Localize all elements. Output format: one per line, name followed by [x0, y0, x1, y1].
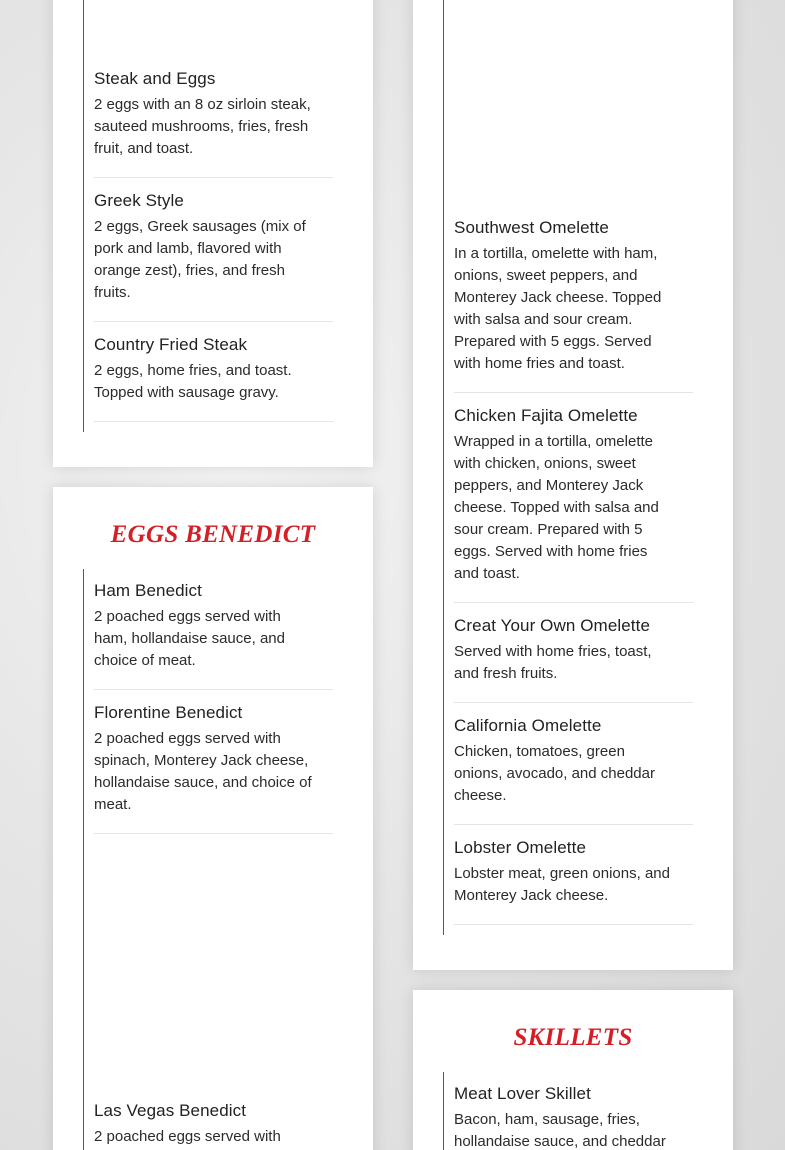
menu-item-greek-style — [94, 190, 333, 322]
menu-item-southwest-omelette — [454, 217, 693, 393]
menu-item-title: California Omelette — [454, 716, 602, 735]
menu-item-list — [443, 0, 670, 935]
menu-item-description: Lobster meat, green onions, and Monterey Jack cheese. — [454, 865, 670, 904]
menu-item-description: 2 eggs, Greek sausages (mix of pork and lamb, flavored with orange zest), fries, and fresh fruits. — [94, 218, 306, 301]
menu-item-list — [83, 569, 312, 1150]
section-heading: EGGS BENEDICT — [110, 521, 316, 548]
menu-item-description: 2 poached eggs served with — [94, 1128, 281, 1145]
menu-item-title: Southwest Omelette — [454, 218, 609, 237]
menu-item-country-fried-steak — [94, 334, 333, 422]
menu-item-florentine-benedict — [94, 702, 333, 834]
menu-item-title: Meat Lover Skillet — [454, 1084, 591, 1103]
menu-card-eggs-benedict — [53, 487, 373, 1150]
menu-item-ham-benedict — [94, 580, 333, 690]
menu-item-title: Country Fried Steak — [94, 335, 248, 354]
menu-item-las-vegas-benedict — [94, 1100, 333, 1150]
menu-item-meat-lover-skillet — [454, 1083, 693, 1150]
menu-item-list — [83, 0, 311, 432]
menu-item-description: Served with home fries, toast, and fresh fruits. — [454, 643, 652, 682]
menu-item-list — [443, 1072, 666, 1150]
menu-item-description: Wrapped in a tortilla, omelette with chicken, onions, sweet peppers, and Monterey Jack cheese. Topped with salsa and sour cream. Prepared with 5 eggs. Served with home fries and toast. — [454, 433, 659, 582]
menu-item-title: Greek Style — [94, 191, 184, 210]
menu-item-description: In a tortilla, omelette with ham, onions, sweet peppers, and Monterey Jack cheese. Topped with salsa and sour cream. Prepared with 5 eggs. Served with home fries and toast. — [454, 245, 662, 372]
section-heading: SKILLETS — [513, 1024, 633, 1051]
menu-item-create-your-own-omelette — [454, 615, 693, 703]
menu-item-description: Chicken, tomatoes, green onions, avocado, and cheddar cheese. — [454, 743, 655, 804]
menu-item-description: 2 poached eggs served with ham, hollandaise sauce, and choice of meat. — [94, 608, 285, 669]
menu-item-lobster-omelette — [454, 837, 693, 925]
menu-item-title: Florentine Benedict — [94, 703, 243, 722]
menu-item-steak-and-eggs — [94, 68, 333, 178]
menu-item-description: 2 poached eggs served with spinach, Monterey Jack cheese, hollandaise sauce, and choice of meat. — [94, 730, 312, 813]
menu-item-title: Lobster Omelette — [454, 838, 586, 857]
menu-item-title: Creat Your Own Omelette — [454, 616, 651, 635]
menu-item-title: Chicken Fajita Omelette — [454, 406, 638, 425]
menu-item-title: Las Vegas Benedict — [94, 1101, 247, 1120]
menu-card-breakfast-classics — [53, 0, 373, 467]
menu-item-description: 2 eggs, home fries, and toast. Topped with sausage gravy. — [94, 362, 292, 401]
menu-card-skillets — [413, 990, 733, 1150]
menu-item-chicken-fajita-omelette — [454, 405, 693, 603]
menu-item-description: 2 eggs with an 8 oz sirloin steak, sauteed mushrooms, fries, fresh fruit, and toast. — [94, 96, 311, 157]
menu-card-omelettes — [413, 0, 733, 970]
menu-item-title: Ham Benedict — [94, 581, 202, 600]
menu-item-california-omelette — [454, 715, 693, 825]
menu-item-title: Steak and Eggs — [94, 69, 216, 88]
menu-item-description: Bacon, ham, sausage, fries, hollandaise sauce, and cheddar — [454, 1111, 666, 1150]
